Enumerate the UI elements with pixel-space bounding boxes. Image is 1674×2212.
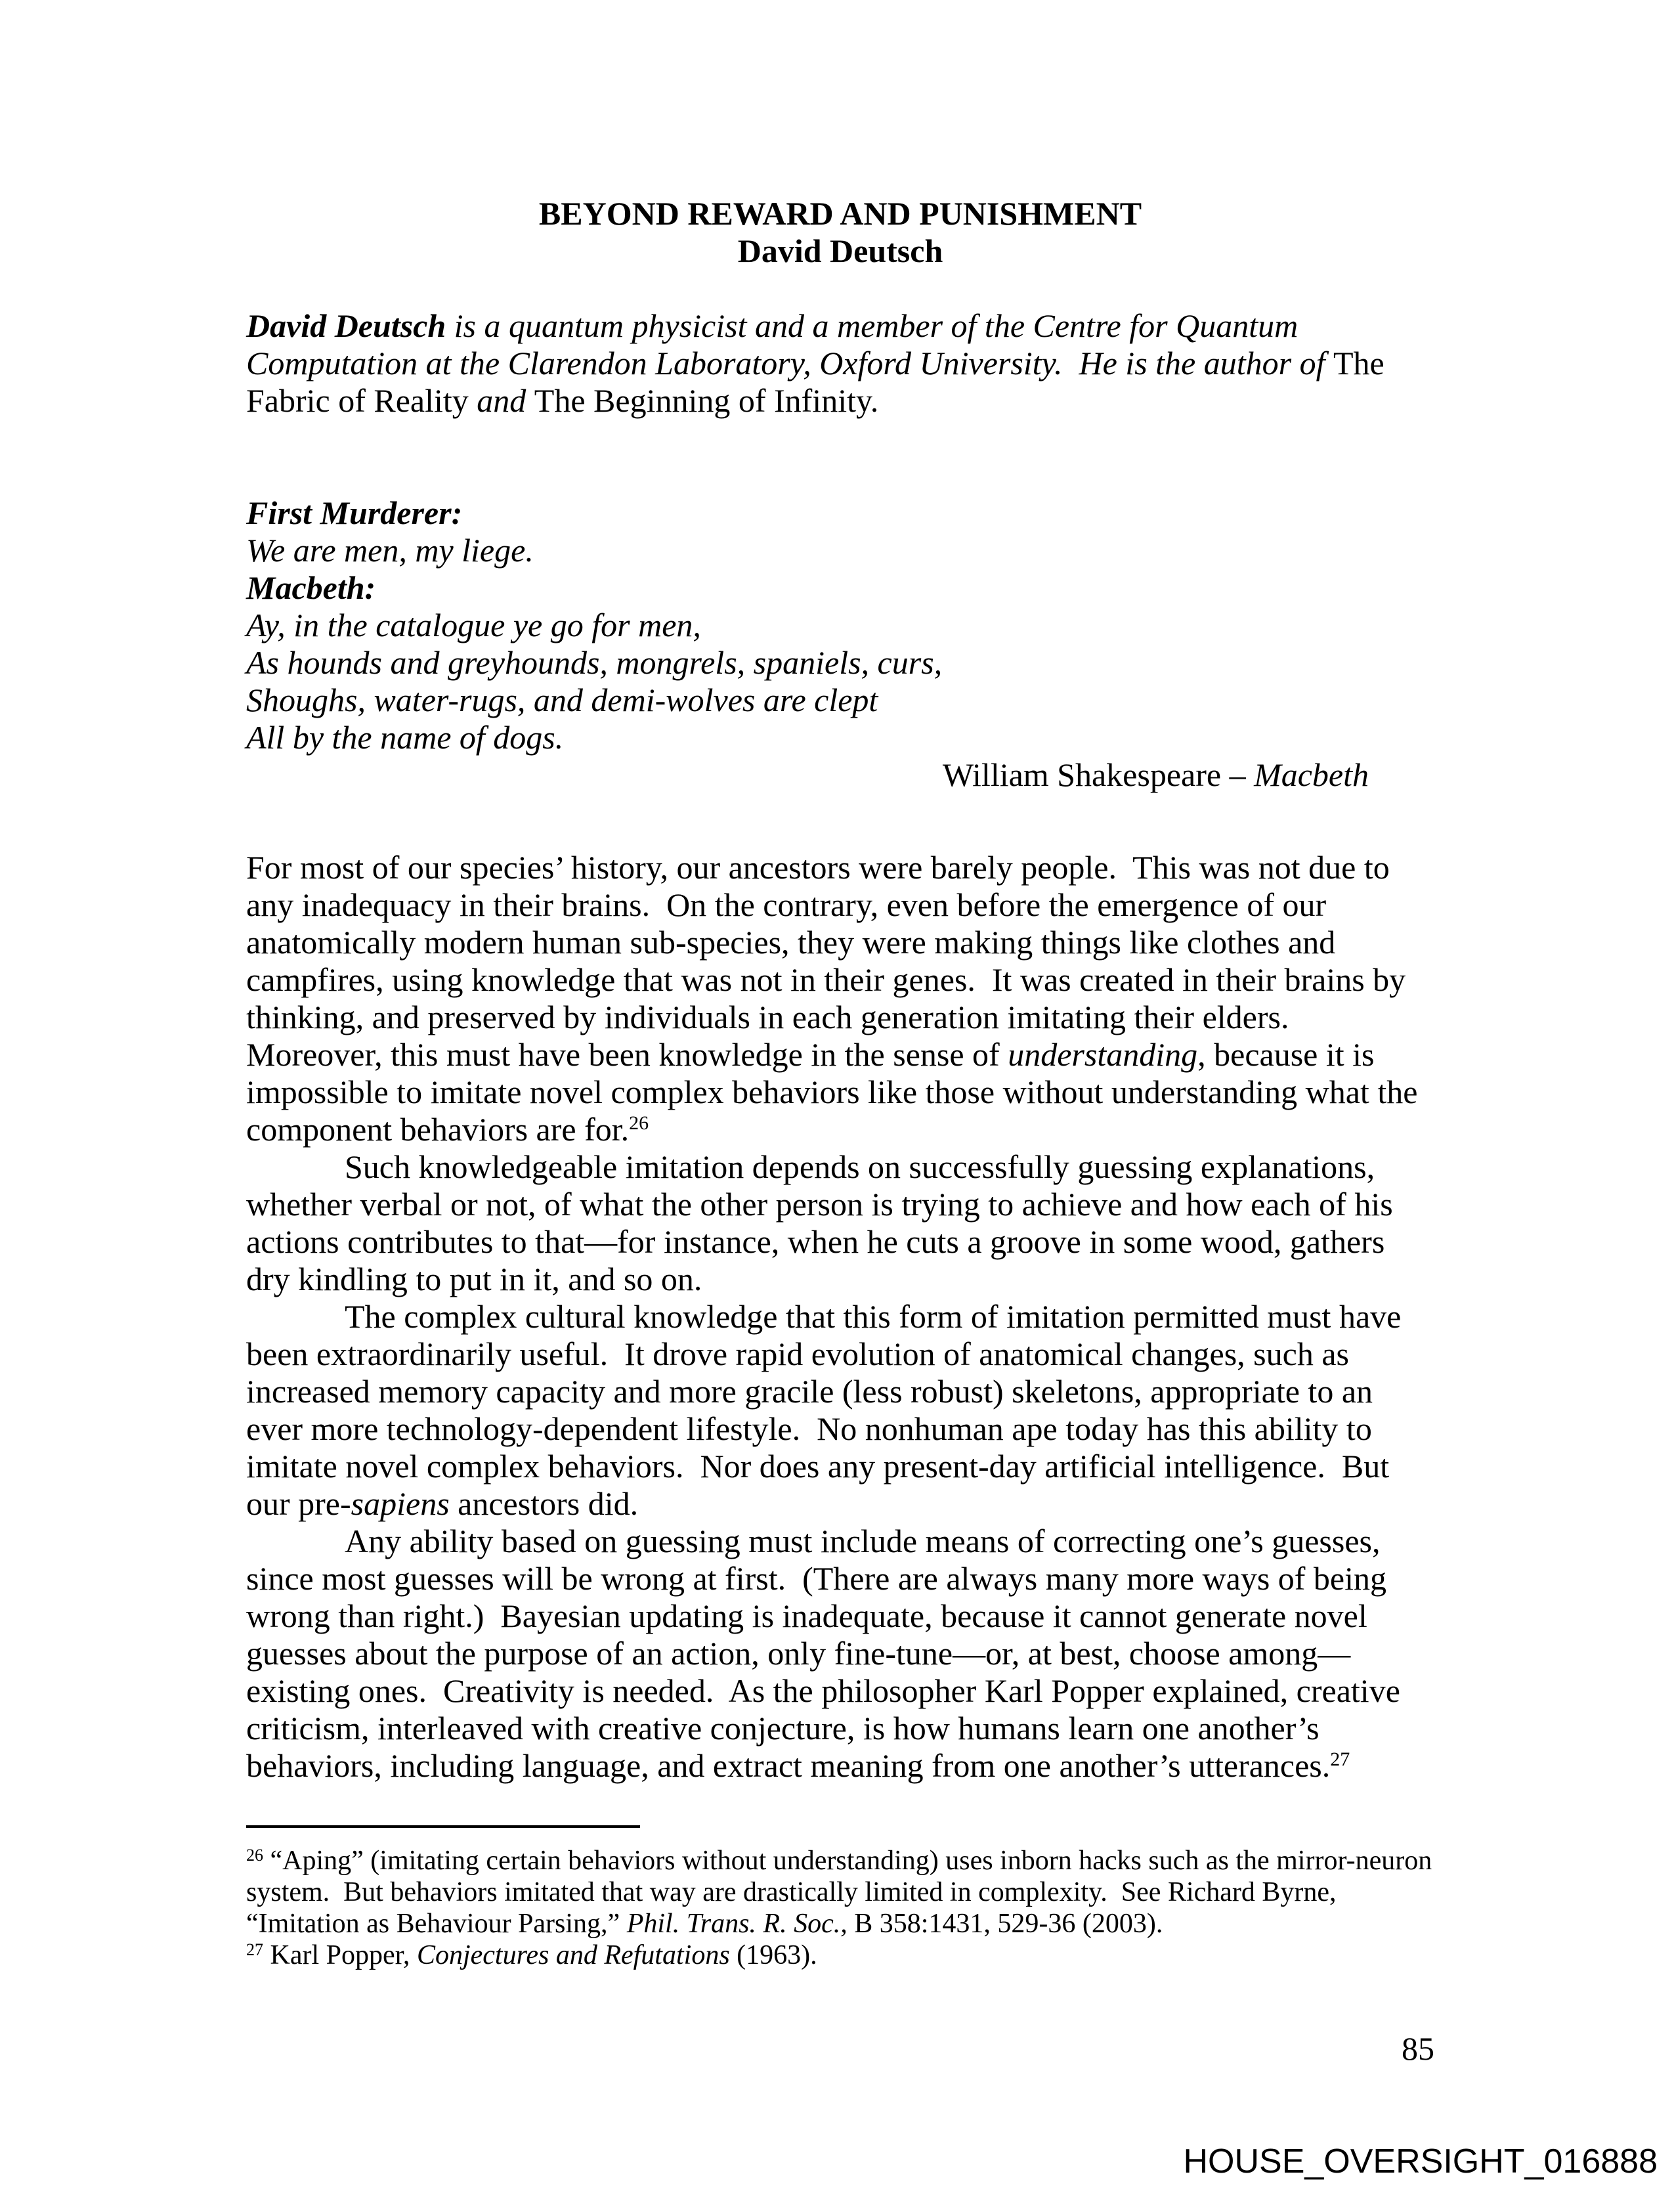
footnote-26-line-1	[246, 1845, 1434, 1876]
bates-stamp: HOUSE_OVERSIGHT_016888	[1183, 2142, 1658, 2180]
p4-line-6: criticism, interleaved with creative conjecture, is how humans learn one another’s	[246, 1710, 1320, 1746]
footnote-27-text-c: (1963).	[729, 1940, 817, 1970]
footnote-ref-26: 26	[629, 1112, 649, 1134]
document-title-block	[246, 195, 1434, 270]
p3-line-1	[246, 1298, 1434, 1335]
footnote-26-journal: Phil. Trans. R. Soc.,	[626, 1909, 848, 1939]
p2-line-4: dry kindling to put in it, and so on.	[246, 1261, 702, 1297]
body-paragraph-2	[246, 1148, 1434, 1298]
bio-line-2	[246, 345, 1434, 382]
p3-line-2: been extraordinarily useful. It drove rapid evolution of anatomical changes, such as	[246, 1335, 1349, 1372]
p1-line-4: campfires, using knowledge that was not in their genes. It was created in their brains by	[246, 961, 1406, 998]
spacer	[246, 420, 1434, 494]
footnote-27-marker: 27	[246, 1940, 263, 1959]
p1-line-7: impossible to imitate novel complex behaviors like those without understanding what the	[246, 1073, 1418, 1110]
spacer	[246, 794, 1434, 849]
body-paragraph-4	[246, 1523, 1434, 1785]
p4-line-7-text: behaviors, including language, and extract meaning from one another’s utterances.	[246, 1747, 1331, 1784]
p3-line-1-text: The complex cultural knowledge that this form of imitation permitted must have	[345, 1298, 1402, 1335]
p3-line-3: increased memory capacity and more gracile (less robust) skeletons, appropriate to an	[246, 1373, 1373, 1410]
p4-line-1	[246, 1523, 1434, 1560]
p1-line-8-text: component behaviors are for.	[246, 1111, 630, 1148]
bio-book-title-1b: Fabric of Reality	[246, 382, 477, 419]
p3-line-6	[246, 1485, 1434, 1523]
p1-emphasis-understanding: understanding	[1008, 1036, 1198, 1073]
p1-line-2: any inadequacy in their brains. On the contrary, even before the emergence of our	[246, 886, 1327, 923]
p1-line-6	[246, 1036, 1434, 1073]
bio-line-2-italic: Computation at the Clarendon Laboratory, Oxford University. He is the author of	[246, 345, 1333, 381]
title-line: BEYOND REWARD AND PUNISHMENT	[538, 195, 1142, 232]
footnote-26-text-3c: B 358:1431, 529-36 (2003).	[847, 1909, 1163, 1939]
quote-line-3: As hounds and greyhounds, mongrels, spaniels, curs,	[246, 644, 943, 681]
footnote-27-book-title: Conjectures and Refutations	[416, 1940, 730, 1970]
spacer	[246, 270, 1434, 307]
bio-book-title-2: The Beginning of Infinity.	[534, 382, 879, 419]
quote-speaker-1: First Murderer:	[246, 494, 463, 531]
p4-line-1-text: Any ability based on guessing must include means of correcting one’s guesses,	[345, 1523, 1381, 1559]
p3-line-6a: our pre-	[246, 1485, 351, 1522]
quote-line-2: Ay, in the catalogue ye go for men,	[246, 607, 701, 643]
p4-line-7	[246, 1747, 1434, 1785]
footnote-26-line-3	[246, 1908, 1434, 1940]
p4-line-2: since most guesses will be wrong at first. (There are always many more ways of being	[246, 1560, 1387, 1597]
p3-line-4: ever more technology-dependent lifestyle. No nonhuman ape today has this ability to	[246, 1410, 1372, 1447]
footnote-ref-27: 27	[1330, 1748, 1350, 1770]
quote-attribution	[246, 756, 1434, 794]
footnote-26-marker: 26	[246, 1846, 263, 1865]
attribution-name: William Shakespeare –	[942, 756, 1255, 793]
p2-line-1	[246, 1148, 1434, 1186]
attribution-work: Macbeth	[1254, 756, 1369, 793]
footnote-26-line-2: system. But behaviors imitated that way are drastically limited in complexity. See Richard Byrne,	[246, 1877, 1337, 1907]
page-number: 85	[1402, 2030, 1434, 2067]
footnote-27-text-a: Karl Popper,	[263, 1940, 417, 1970]
bio-author-name: David Deutsch	[246, 307, 446, 344]
p2-line-2: whether verbal or not, of what the other person is trying to achieve and how each of his	[246, 1186, 1393, 1223]
p4-line-3: wrong than right.) Bayesian updating is inadequate, because it cannot generate novel	[246, 1597, 1367, 1634]
footnotes-section	[246, 1845, 1434, 1971]
page-content	[246, 195, 1434, 2068]
body-paragraph-3	[246, 1298, 1434, 1523]
quote-line-4: Shoughs, water-rugs, and demi-wolves are clept	[246, 682, 878, 718]
p1-line-5: thinking, and preserved by individuals in each generation imitating their elders.	[246, 999, 1289, 1035]
bio-line-3-and: and	[477, 382, 534, 419]
footnote-27-line	[246, 1940, 1434, 1971]
quote-line-1: We are men, my liege.	[246, 532, 534, 569]
p1-line-6a: Moreover, this must have been knowledge in the sense of	[246, 1036, 1008, 1073]
bio-line-1	[246, 307, 1434, 345]
author-bio	[246, 307, 1434, 420]
p4-line-5: existing ones. Creativity is needed. As the philosopher Karl Popper explained, creative	[246, 1672, 1400, 1709]
bio-line-1-rest: is a quantum physicist and a member of the Centre for Quantum	[446, 307, 1298, 344]
footnote-separator	[246, 1825, 640, 1828]
p3-line-6c: ancestors did.	[449, 1485, 639, 1522]
p1-line-8	[246, 1111, 1434, 1148]
epigraph-quote	[246, 494, 1434, 756]
quote-line-5: All by the name of dogs.	[246, 719, 564, 756]
bio-book-title-1a: The	[1333, 345, 1384, 381]
p1-line-3: anatomically modern human sub-species, they were making things like clothes and	[246, 924, 1336, 961]
p3-line-5: imitate novel complex behaviors. Nor does any present-day artificial intelligence. But	[246, 1448, 1390, 1485]
footnote-26-text-3a: “Imitation as Behaviour Parsing,”	[246, 1909, 627, 1939]
footnote-26-text-1: “Aping” (imitating certain behaviors without understanding) uses inborn hacks such as the mirror-neuron	[263, 1846, 1432, 1876]
p2-line-1-text: Such knowledgeable imitation depends on successfully guessing explanations,	[345, 1148, 1375, 1185]
p3-emphasis-sapiens: sapiens	[351, 1485, 450, 1522]
bio-line-3	[246, 382, 1434, 420]
author-line: David Deutsch	[737, 232, 943, 269]
body-paragraph-1	[246, 849, 1434, 1148]
p2-line-3: actions contributes to that—for instance, when he cuts a groove in some wood, gathers	[246, 1223, 1385, 1260]
p1-line-1: For most of our species’ history, our ancestors were barely people. This was not due to	[246, 849, 1390, 886]
quote-speaker-2: Macbeth:	[246, 569, 376, 606]
p4-line-4: guesses about the purpose of an action, only fine-tune—or, at best, choose among—	[246, 1635, 1351, 1672]
p1-line-6c: , because it is	[1197, 1036, 1375, 1073]
